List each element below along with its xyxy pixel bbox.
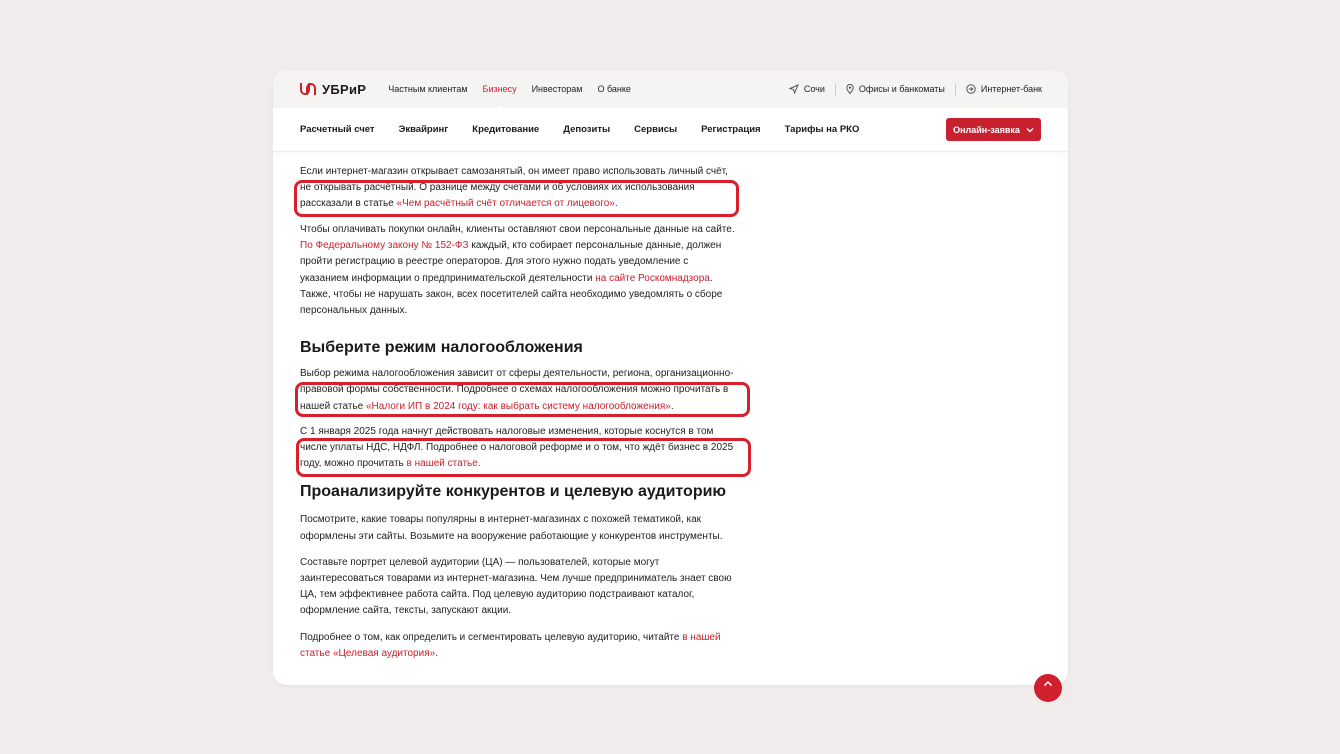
mainnav-deposits[interactable]: Депозиты — [563, 124, 611, 135]
top-nav — [388, 84, 631, 94]
mainnav-credit[interactable]: Кредитование — [472, 124, 540, 135]
text-line: Посмотрите, какие товары популярны в интернет-магазинах с похожей тематикой, как — [300, 514, 702, 526]
text-line: С 1 января 2025 года начнут действовать налоговые изменения, которые коснутся в том — [300, 425, 714, 437]
online-application-button[interactable] — [946, 118, 1041, 141]
text-line: не открывать расчётный. О разнице между счетами и об условиях их использования — [300, 182, 695, 194]
paragraph — [300, 164, 750, 212]
text-line: заинтересоваться товарами из интернет-магазина. Чем лучше предприниматель знает свою — [300, 573, 732, 585]
offices-link[interactable] — [846, 84, 945, 94]
text-span: . — [435, 647, 438, 659]
text-line: Составьте портрет целевой аудитории (ЦА) — пользователей, которые могут — [300, 556, 660, 568]
location-arrow-icon — [789, 84, 799, 94]
text-line: пройти регистрацию в реестре операторов. Для этого нужно подать уведомление с — [300, 256, 689, 268]
link-target-audience-1[interactable]: в нашей — [682, 631, 721, 643]
mainnav-registration[interactable]: Регистрация — [701, 124, 761, 135]
link-target-audience-2[interactable]: статье «Целевая аудитория» — [300, 647, 436, 659]
main-nav — [273, 108, 1068, 152]
mainnav-services[interactable]: Сервисы — [634, 124, 678, 135]
paragraph — [300, 366, 750, 415]
text-line: числе уплаты НДС, НДФЛ. Подробнее о налоговой реформе и о том, что ждёт бизнес в 2025 — [300, 442, 734, 454]
text-line: Также, чтобы не нарушать закон, всех посетителей сайта необходимо уведомлять о сборе — [300, 288, 723, 300]
text-line — [300, 271, 750, 287]
logo[interactable] — [299, 82, 366, 97]
text-line: оформление сайта, тексты, запускают акции. — [300, 605, 512, 617]
text-line: Чтобы оплачивать покупки онлайн, клиенты оставляют свои персональные данные на сайте. — [300, 224, 735, 235]
section-heading-competitors: Проанализируйте конкурентов и целевую аудиторию — [300, 483, 727, 501]
topnav-investors[interactable]: Инвесторам — [531, 84, 583, 94]
chevron-down-icon — [1026, 127, 1034, 133]
topnav-private[interactable]: Частным клиентам — [388, 84, 468, 94]
city-selector[interactable] — [789, 84, 825, 94]
text-line — [300, 238, 750, 254]
paragraph — [300, 630, 750, 662]
top-bar — [273, 70, 1068, 108]
online-application-label: Онлайн-заявка — [953, 124, 1020, 135]
link-roskomnadzor[interactable]: на сайте Роскомнадзора — [595, 272, 710, 284]
link-ip-taxes[interactable]: «Налоги ИП в 2024 году: как выбрать систему налогообложения» — [365, 400, 671, 412]
link-account-difference[interactable]: «Чем расчётный счёт отличается от лицевого» — [396, 198, 615, 210]
link-federal-law[interactable]: По Федеральному закону № 152-ФЗ — [300, 240, 469, 252]
text-line: правовой формы собственности. Подробнее о схемах налогообложения можно прочитать в — [300, 384, 729, 396]
mainnav-account[interactable]: Расчетный счет — [300, 124, 375, 135]
text-span: году, можно прочитать — [300, 458, 407, 470]
divider — [955, 83, 956, 96]
city-label: Сочи — [803, 84, 825, 94]
text-line: ЦА, тем эффективнее работа сайта. Под целевую аудиторию подстраивают каталог, — [300, 589, 695, 601]
internet-bank-label: Интернет-банк — [980, 84, 1042, 94]
topnav-about[interactable]: О банке — [597, 84, 631, 94]
mainnav-tariffs[interactable]: Тарифы на РКО — [784, 124, 860, 135]
chevron-up-icon — [1043, 680, 1053, 687]
divider — [835, 83, 836, 96]
text-line: оформлены эти сайты. Возьмите на вооружение работающие у конкурентов инструменты. — [300, 530, 723, 542]
topnav-business[interactable]: Бизнесу — [482, 84, 517, 94]
article-content — [300, 164, 750, 662]
text-span: каждый, кто собирает персональные данные, должен — [468, 240, 722, 252]
paragraph — [300, 424, 750, 473]
paragraph — [300, 555, 750, 620]
text-span: . — [670, 400, 674, 412]
section-heading-tax: Выберите режим налогообложения — [300, 339, 583, 357]
text-span: . — [614, 198, 618, 210]
text-line: персональных данных. — [300, 305, 408, 317]
text-line: Выбор режима налогообложения зависит от сферы деятельности, региона, организационно- — [300, 368, 734, 380]
top-right-links — [789, 83, 1042, 96]
internet-bank-link[interactable] — [966, 84, 1042, 94]
text-span: рассказали в статье — [300, 198, 397, 210]
text-line — [300, 456, 750, 472]
text-line — [300, 399, 750, 415]
text-line: Если интернет-магазин открывает самозанятый, он имеет право использовать личный счёт, — [300, 166, 728, 177]
scroll-to-top-button[interactable] — [1034, 674, 1062, 702]
text-line — [300, 646, 750, 662]
logo-text: УБРиР — [322, 81, 367, 97]
paragraph — [300, 512, 750, 544]
logo-icon — [299, 82, 317, 96]
text-span: Подробнее о том, как определить и сегментировать целевую аудиторию, читайте — [300, 631, 683, 643]
text-span: . — [709, 272, 713, 284]
text-line — [300, 630, 750, 646]
text-span: указанием информации о предпринимательской деятельности — [300, 272, 596, 284]
login-icon — [966, 84, 976, 94]
offices-label: Офисы и банкоматы — [858, 84, 945, 94]
page-card — [273, 70, 1068, 685]
text-line — [300, 196, 750, 212]
paragraph — [300, 222, 750, 319]
text-span: нашей статье — [300, 400, 366, 412]
mainnav-acquiring[interactable]: Эквайринг — [398, 124, 449, 135]
map-pin-icon — [846, 84, 854, 94]
link-tax-reform[interactable]: в нашей статье. — [406, 458, 481, 470]
